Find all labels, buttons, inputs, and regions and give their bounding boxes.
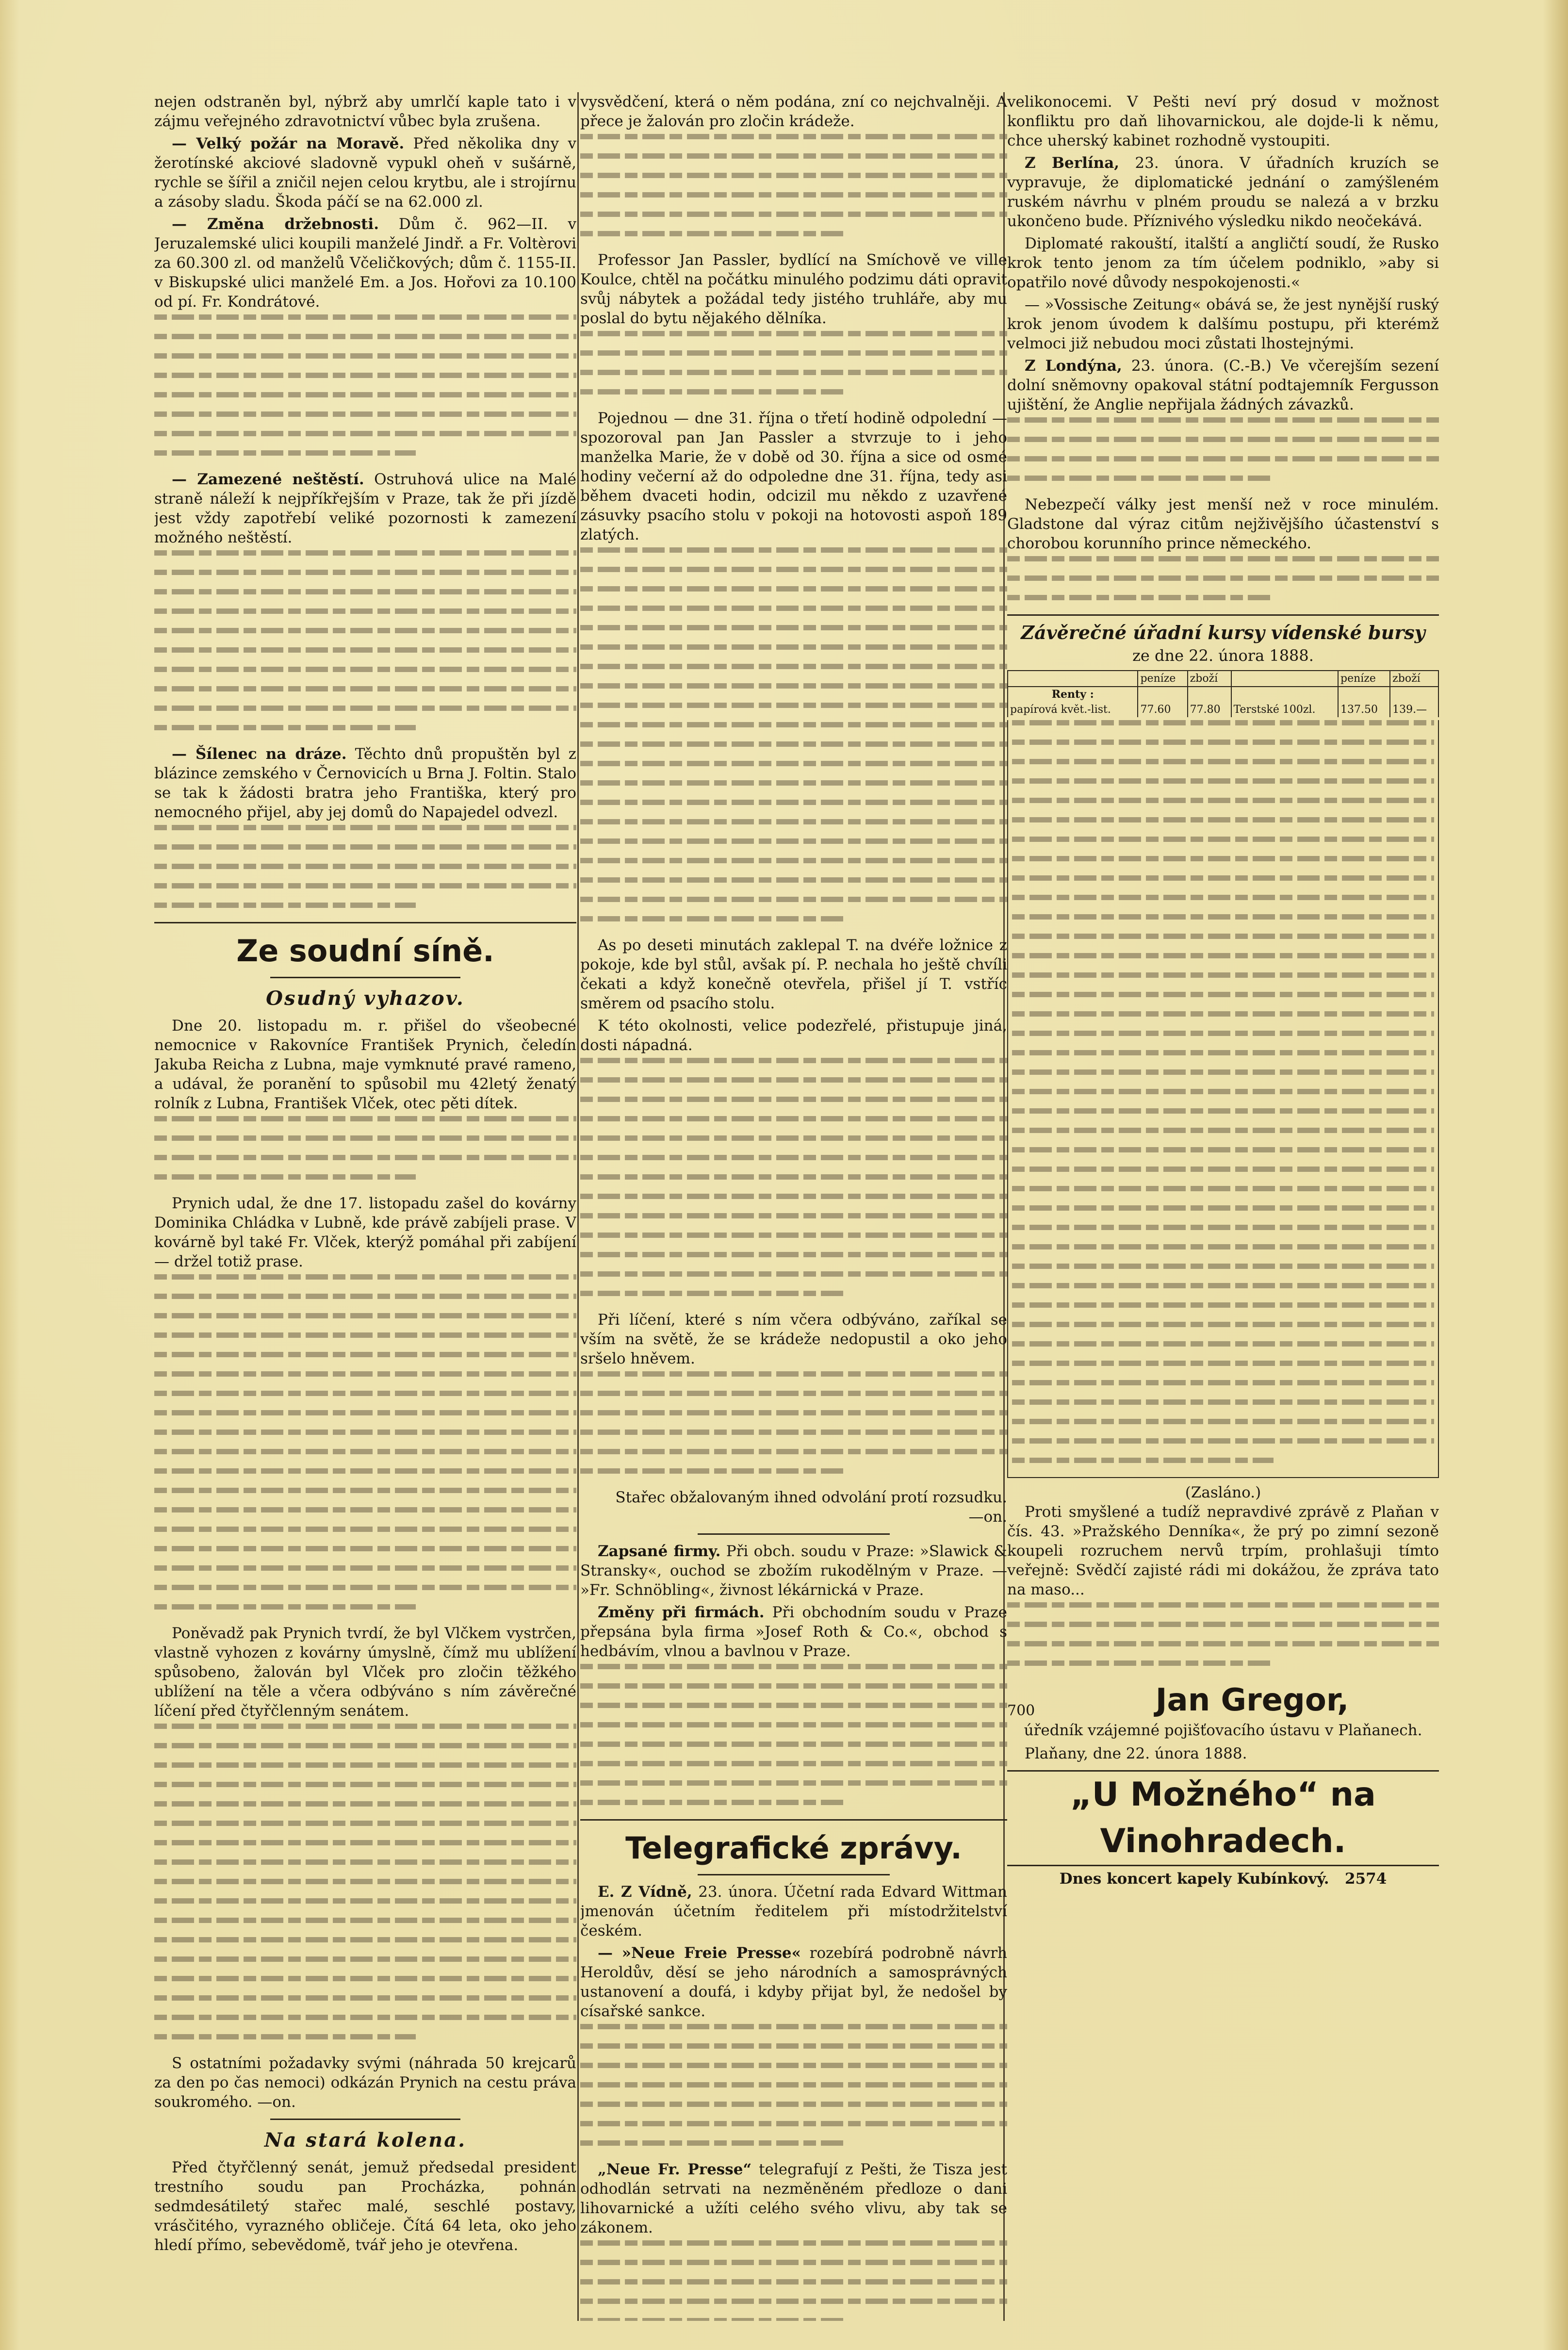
item-text: Těchto dnů propuštěn byl z blázince zemského v Černovicích u Brna J. Foltin. Stalo se tak k žádosti bratra jeho Františka, který pro nemocného přijel, aby jej domů do Napajedel odvezl. <box>154 745 576 821</box>
divider <box>154 922 576 923</box>
text-lines <box>580 134 1007 236</box>
news-item <box>580 1542 1007 1600</box>
article-title: Osudný vyhazov. <box>266 987 465 1010</box>
paragraph: Dne 20. listopadu m. r. přišel do všeobecné nemocnice v Rakovníce František Prynich, čeledín Jakuba Reicha z Lubna, maje vymknuté pravé rameno, a udával, že poranění to spůsobil mu 42letý ženatý rolník z Lubna, František Vlček, otec pěti dítek. <box>154 1017 576 1112</box>
exchange-title: Závěrečné úřadní kursy vídenské bursy <box>1021 622 1425 643</box>
item-headline: — Změna držebnosti. <box>172 215 379 233</box>
paragraph: S ostatními požadavky svými (náhrada 50 krejcarů za den po čas nemoci) odkázán Prynich na cestu práva soukromého. —on. <box>154 2054 576 2111</box>
table-header-row <box>1008 671 1438 687</box>
table-cell: Renty : <box>1008 687 1138 702</box>
news-item <box>1007 356 1439 414</box>
signature-title: úředník vzájemné pojišťovacího ústavu v Plaňanech. <box>1024 1722 1422 1739</box>
text-lines <box>1012 720 1434 1463</box>
news-item <box>154 134 576 212</box>
table-header: zboží <box>1390 671 1438 687</box>
item-headline: — Šílenec na dráze. <box>172 745 347 763</box>
table-cell: 77.80 <box>1188 702 1231 717</box>
dateline-place: Z Londýna, <box>1025 357 1122 375</box>
text-lines <box>154 1724 576 2039</box>
paragraph: Při líčení, které s ním včera odbýváno, zaříkal se vším na světě, že se krádeže nedopustil a oko jeho sršelo hněvem. <box>580 1311 1007 1367</box>
table-header: peníze <box>1138 671 1187 687</box>
item-text: Při obch. soudu v Praze: »Slawick & Stransky«, ouchod se zbožím rukodělným v Praze. — »Fr. Schnöbling«, živnost lékárnická v Praze. <box>580 1543 1007 1599</box>
notice-text: Proti smyšlené a tudíž nepravdivé zprávě z Plaňan v čís. 43. »Pražského Denníka«, že prý po zimní sezoně koupeli rozruchem nervů trpím, prohlašuji tímto veřejně: Svědčí zajisté rádi mi dokážou, že zpráva tato na maso... <box>1007 1503 1439 1598</box>
text-lines <box>1007 556 1439 600</box>
news-item <box>154 214 576 312</box>
table-cell: 77.60 <box>1138 702 1187 717</box>
paragraph: Prynich udal, že dne 17. listopadu zašel do kovárny Dominika Chládka v Lubně, kde právě zabíjeli prase. V kovárně byl také Fr. Vlček, kterýž pomáhal při zabíjení — držel totiž prase. <box>154 1195 576 1270</box>
table-header <box>1008 671 1138 687</box>
advertisement-title: „U Možného“ na Vinohradech. <box>1007 1770 1439 1866</box>
text-lines <box>580 2240 1007 2321</box>
dateline-date: 23. února. (C.-B.) <box>1131 357 1272 375</box>
paragraph: Poněvadž pak Prynich tvrdí, že byl Vlčkem vystrčen, vlastně vyhozen z kovárny úmyslně, čímž mu ublížení spůsobeno, žalován byl Vlček pro zločin těžkého ublížení na těle a včera odbýváno s ním závěrečné líčení před čtyřčlenným senátem. <box>154 1625 576 1720</box>
news-item <box>580 1882 1007 1940</box>
signature: Jan Gregor, <box>1155 1682 1349 1718</box>
news-item <box>154 744 576 822</box>
table-cell <box>1390 687 1438 702</box>
notice-label: (Zasláno.) <box>1185 1484 1261 1501</box>
divider <box>270 977 460 978</box>
paragraph: velikonocemi. V Pešti neví prý dosud v možnost konfliktu pro daň lihovarnickou, ale dojde-li k němu, chce uherský kabinet rozhodně vystoupiti. <box>1007 93 1439 149</box>
column-3 <box>1007 92 1439 2321</box>
paragraph: — »Vossische Zeitung« obává se, že jest nynější ruský krok jenom úvodem k dalšímu postupu, při kterémž velmoci již nebudou moci zůstati lhostejnými. <box>1007 296 1439 352</box>
table-cell <box>1188 687 1231 702</box>
paragraph: Nebezpečí války jest menší než v roce minulém. Gladstone dal výraz citům nejživějšího účastenství s chorobou korunního prince německého. <box>1007 496 1439 552</box>
table-row <box>1008 702 1438 717</box>
exchange-table <box>1007 670 1439 717</box>
table-cell: papírová květ.-list. <box>1008 702 1138 717</box>
item-text: Ostruhová ulice na Malé straně náleží k nejpříkřejším v Praze, tak že při jízdě jest vždy zapotřebí veliké pozornosti k zamezení možného neštěstí. <box>154 471 576 546</box>
paragraph: Pojednou — dne 31. října o třetí hodině odpolední — spozoroval pan Jan Passler a stvrzuje to i jeho manželka Marie, že v době od 30. října a sice od osmé hodiny večerní až do odpoledne dne 31. října, tedy asi během dvaceti hodin, odcizil mu někdo z uzavřené zásuvky psacího stolu v pokoji na hotovosti aspoň 189 zlatých. <box>580 410 1007 543</box>
text-lines <box>154 550 576 730</box>
news-item <box>580 1943 1007 2021</box>
table-header: peníze <box>1338 671 1390 687</box>
advertisement-text: Dnes koncert kapely Kubínkový. <box>1059 1870 1329 1888</box>
text-lines <box>580 2024 1007 2146</box>
exchange-date: ze dne 22. února 1888. <box>1132 646 1314 665</box>
dateline-place: E. Z Vídně, <box>598 1883 692 1901</box>
text-lines <box>1007 1602 1439 1666</box>
text-lines <box>580 1371 1007 1474</box>
text-lines <box>154 1274 576 1610</box>
text-lines <box>580 547 1007 921</box>
place-date: Plaňany, dne 22. února 1888. <box>1025 1745 1247 1762</box>
news-item <box>580 2160 1007 2237</box>
table-header <box>1231 671 1338 687</box>
advertisement-line <box>1007 1869 1439 1889</box>
table-cell: Terstské 100zl. <box>1231 702 1338 717</box>
text-lines <box>154 825 576 908</box>
paragraph: Stařec obžalovaným ihned odvolání protí rozsudku. —on. <box>615 1489 1007 1526</box>
text-lines <box>580 1664 1007 1805</box>
table-cell <box>1338 687 1390 702</box>
item-headline: — »Neue Freie Presse« <box>598 1944 801 1962</box>
table-cell: 139.— <box>1390 702 1438 717</box>
paragraph: Před čtyřčlenný senát, jemuž předsedal president trestního soudu pan Procházka, pohnán sedmdesátiletý stařec malé, seschlé postavy, vrásčitého, vyrazného obličeje. Čítá 64 leta, oko jeho hledí přímo, sebevědomě, tvář jeho je otevřena. <box>154 2159 576 2254</box>
text-lines <box>580 331 1007 394</box>
text-lines <box>154 1116 576 1180</box>
table-row <box>1008 687 1438 702</box>
text-lines <box>154 314 576 456</box>
item-text: Ve včerejším sezení dolní sněmovny opakoval státní podtajemník Fergusson ujištění, že Anglie nepřijala žádných závazků. <box>1007 357 1439 413</box>
news-item <box>1007 153 1439 231</box>
divider <box>1007 614 1439 616</box>
section-title: Telegrafické zprávy. <box>625 1830 962 1866</box>
item-headline: — Velký požár na Moravě. <box>172 135 405 152</box>
exchange-table-rows <box>1007 720 1439 1478</box>
item-headline: „Neue Fr. Presse“ <box>598 2161 752 2178</box>
notice-number: 700 <box>1007 1702 1035 1719</box>
divider <box>270 2119 460 2120</box>
divider <box>698 1533 890 1535</box>
advertisement-number: 2574 <box>1345 1870 1387 1888</box>
news-item <box>154 470 576 547</box>
table-header: zboží <box>1188 671 1231 687</box>
item-headline: Změny při firmách. <box>598 1604 765 1621</box>
item-text: rozebírá podrobně návrh Heroldův, děsí se jeho národních a samosprávných ustanovení a doufá, i kdyby přijat byl, že nedošel by císařské sankce. <box>580 1944 1007 2020</box>
item-headline: — Zamezené neštěstí. <box>172 471 364 488</box>
paragraph: As po deseti minutách zaklepal T. na dvéře ložnice z pokoje, kde byl stůl, avšak pí. P. nechala ho ještě chvíli čekati a když konečně otevřela, přišel jí T. vstříc směrem od psacího stolu. <box>580 937 1007 1012</box>
paragraph: Professor Jan Passler, bydlící na Smíchově ve ville Koulce, chtěl na počátku minulého podzimu dáti opravit svůj nábytek a požádal tedy jistého truhláře, aby mu poslal do bytu nějakého dělníka. <box>580 251 1007 327</box>
news-item <box>580 1603 1007 1661</box>
column-2 <box>580 92 1007 2321</box>
section-title: Ze soudní síně. <box>236 933 494 969</box>
paragraph: nejen odstraněn byl, nýbrž aby umrlčí kaple tato i v zájmu veřejného zdravotnictví vůbec byla zrušena. <box>154 93 576 130</box>
item-text: Účetní rada Edvard Wittman jmenován účetním ředitelem při místodržitelství českém. <box>580 1883 1007 1939</box>
paragraph: K této okolnosti, velice podezřelé, přistupuje jiná, dosti nápadná. <box>580 1017 1007 1054</box>
item-text: Dům č. 962—II. v Jeruzalemské ulici koupili manželé Jindř. a Fr. Voltèrovi za 60.300 zl. od manželů Včeličkových; dům č. 1155-II. v Biskupské ulici manželé Em. a Jos. Hořovi za 10.100 od pí. Fr. Kondrátové. <box>154 215 576 311</box>
table-cell: 137.50 <box>1338 702 1390 717</box>
text-lines <box>1007 417 1439 481</box>
table-cell <box>1138 687 1187 702</box>
text-lines <box>580 1058 1007 1296</box>
dateline-place: Z Berlína, <box>1025 154 1120 172</box>
article-title: Na stará kolena. <box>264 2129 467 2152</box>
dateline-date: 23. února. <box>1135 154 1224 172</box>
item-text: V úřadních kruzích se vypravuje, že diplomatické jednání o zamýšleném ruském návrhu v plném proudu se nalezá a v brzku ukončeno bude. Příznivého výsledku nikdo neočekává. <box>1007 154 1439 230</box>
item-text: Při obchodním soudu v Praze přepsána byla firma »Josef Roth & Co.«, obchod s hedbávím, vlnou a bavlnou v Praze. <box>580 1604 1007 1660</box>
paragraph: vysvědčení, která o něm podána, zní co nejchvalněji. A přece je žalován pro zločin krádeže. <box>580 93 1007 130</box>
table-cell <box>1231 687 1338 702</box>
dateline-date: 23. února. <box>698 1883 778 1901</box>
signature-row <box>1007 1680 1439 1721</box>
divider <box>580 1819 1007 1821</box>
item-text: Před několika dny v žerotínské akciové sladovně vypukl oheň v sušárně, rychle se šířil a zničil nejen celou krytbu, ale i strojírnu a zásoby sladu. Škoda páčí se na 62.000 zl. <box>154 135 576 211</box>
divider <box>698 1874 890 1875</box>
item-text: telegrafují z Pešti, že Tisza jest odhodlán setrvati na nezměněném předloze o dani lihovarnické a užíti celého svého vlivu, aby tak se zákonem. <box>580 2161 1007 2236</box>
item-headline: Zapsané firmy. <box>598 1543 721 1560</box>
column-1 <box>154 92 576 2321</box>
column-divider <box>577 92 579 2321</box>
paragraph: Diplomaté rakouští, italští a angličtí soudí, že Rusko krok tento jenom za tím účelem podniklo, »aby si opatřilo nové důvody nespokojenosti.« <box>1007 235 1439 291</box>
